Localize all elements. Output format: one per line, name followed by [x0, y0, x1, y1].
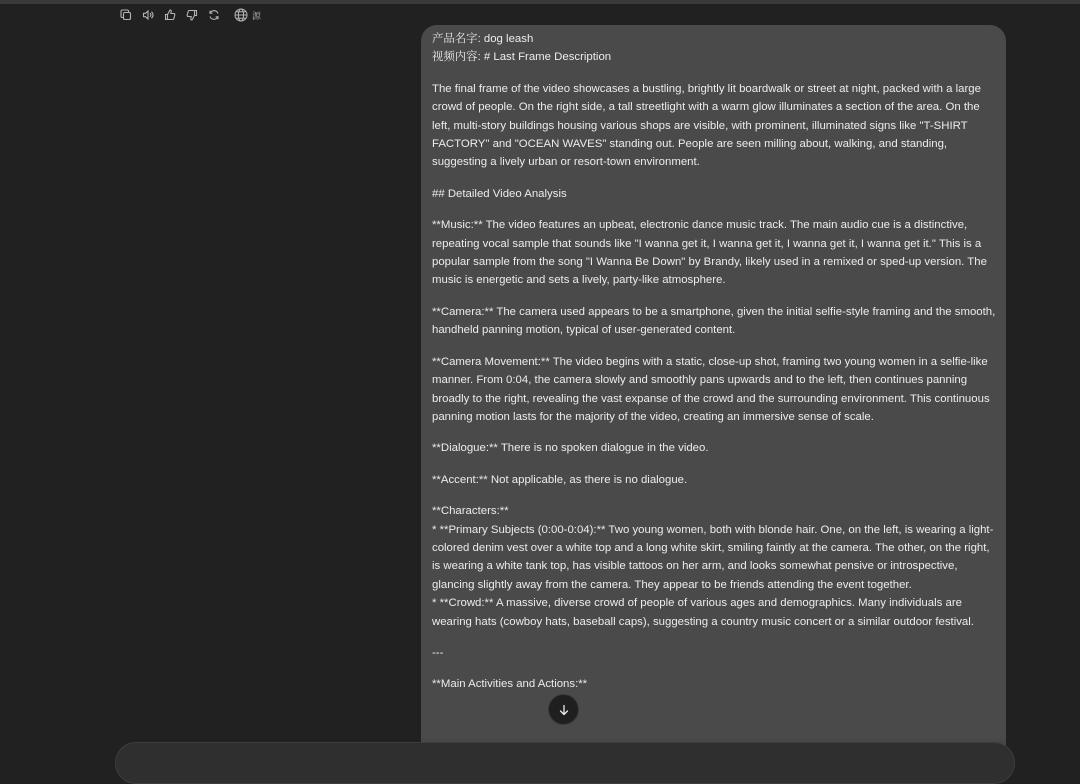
speaker-icon	[142, 9, 154, 21]
camera-movement-paragraph: **Camera Movement:** The video begins with a static, close-up shot, framing two young women in a selfie-like manner. From 0:04, the camera slowly and smoothly pans upwards and to the left, then continues panning broadly to the right, revealing the vast expanse of the crowd and the surrounding environment. This continuous panning motion lasts for the majority of the video, creating an immersive sense of scale.	[432, 355, 990, 423]
sources-button[interactable]	[234, 8, 261, 22]
message-composer[interactable]	[115, 742, 1015, 784]
product-name-line: 产品名字: dog leash	[432, 33, 534, 45]
bad-response-button[interactable]	[184, 7, 200, 23]
globe-icon	[234, 8, 248, 22]
primary-subjects-item: * **Primary Subjects (0:00-0:04):** Two young women, both with blonde hair. One, on the left, is wearing a light-colored denim vest over a white top and a long white skirt, smiling faintly at the camera. The other, on the right, is wearing a white tank top, has visible tattoos on her arm, and looks somewhat pensive or introspective, glancing slightly away from the camera. They appear to be friends attending the event together.	[432, 523, 994, 591]
accent-paragraph: **Accent:** Not applicable, as there is no dialogue.	[432, 473, 688, 486]
dialogue-paragraph: **Dialogue:** There is no spoken dialogue in the video.	[432, 442, 709, 455]
thumbs-up-icon	[164, 9, 176, 21]
characters-heading: **Characters:**	[432, 505, 509, 518]
top-divider	[0, 0, 1080, 4]
copy-button[interactable]	[118, 7, 134, 23]
scroll-to-bottom-button[interactable]	[548, 694, 579, 725]
separator-line: ---	[432, 646, 444, 659]
analysis-heading: ## Detailed Video Analysis	[432, 187, 567, 200]
crowd-item: * **Crowd:** A massive, diverse crowd of people of various ages and demographics. Many individuals are wearing hats (cowboy hats, baseball caps), suggesting a country music concert or a similar outdoor festival.	[432, 597, 974, 628]
read-aloud-button[interactable]	[140, 7, 156, 23]
regenerate-button[interactable]	[206, 7, 222, 23]
last-frame-paragraph: The final frame of the video showcases a bustling, brightly lit boardwalk or street at night, packed with a large crowd of people. On the right side, a tall streetlight with a warm glow illuminates a section of the area. On the left, multi-story buildings housing various shops are visible, with prominent, illuminated signs like "T-SHIRT FACTORY" and "OCEAN WAVES" standing out. People are seen milling about, walking, and standing, suggesting a lively urban or resort-town environment.	[432, 82, 981, 169]
assistant-message-bubble	[421, 25, 1006, 765]
good-response-button[interactable]	[162, 7, 178, 23]
message-actions-toolbar	[118, 7, 261, 23]
video-content-line: 视频内容: # Last Frame Description	[432, 51, 612, 64]
camera-paragraph: **Camera:** The camera used appears to be a smartphone, given the initial selfie-style framing and the smooth, handheld panning motion, typical of user-generated content.	[432, 305, 996, 337]
music-paragraph: **Music:** The video features an upbeat, electronic dance music track. The main audio cue is a distinctive, repeating vocal sample that sounds like "I wanna get it, I wanna get it, I wanna get it, I wanna get it." This is a popular sample from the song "I Wanna Be Down" by Brandy, likely used in a remixed or sped-up version. The music is energetic and sets a lively, party-like atmosphere.	[432, 219, 987, 287]
main-activities-heading: **Main Activities and Actions:**	[432, 678, 588, 691]
arrow-down-icon	[558, 704, 570, 716]
regenerate-icon	[208, 9, 220, 21]
copy-icon	[120, 9, 132, 21]
thumbs-down-icon	[186, 9, 198, 21]
message-content	[432, 30, 997, 707]
sources-label: 源	[252, 10, 262, 21]
